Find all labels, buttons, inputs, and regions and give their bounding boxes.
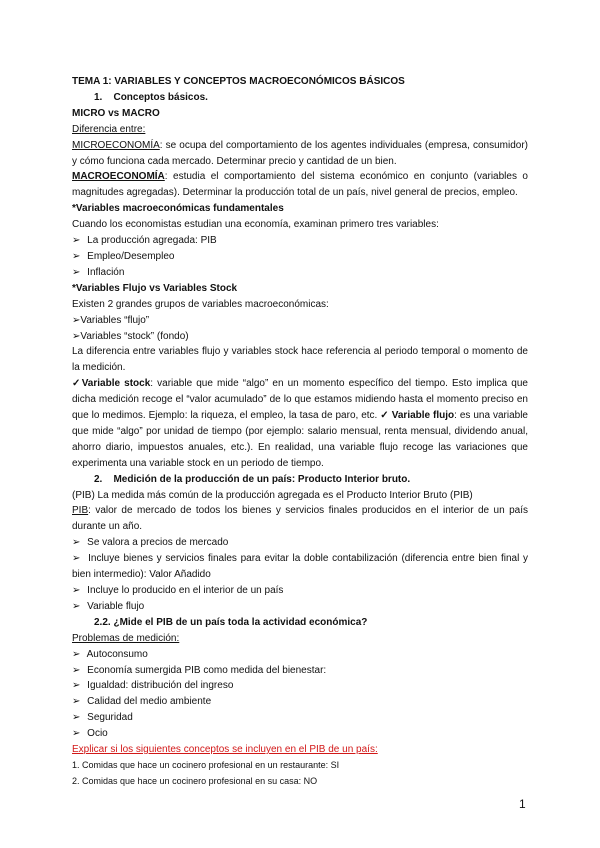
- list-item: [72, 583, 528, 599]
- list-item: [72, 249, 528, 265]
- section-2-heading: [72, 472, 528, 488]
- flujo-term: Variable flujo: [391, 410, 455, 422]
- problemas-heading: Problemas de medición:: [72, 632, 180, 644]
- list-item: [72, 678, 528, 694]
- micro-term: MICROECONOMÍA: [72, 139, 160, 151]
- vf-intro: Existen 2 grandes grupos de variables macroeconómicas:: [72, 298, 329, 310]
- arrow-bullet-icon: ➢: [72, 314, 81, 326]
- list-item-text: Variables “stock” (fondo): [80, 330, 189, 342]
- vf-paragraph: La diferencia entre variables flujo y variables stock hace referencia al periodo temporal o momento de la medición.: [72, 346, 528, 374]
- explicar-prompt: Explicar si los siguientes conceptos se incluyen en el PIB de un país:: [72, 744, 378, 756]
- arrow-bullet-icon: ➢: [72, 680, 81, 692]
- section-number: 1.: [94, 91, 103, 103]
- micro-vs-macro: MICRO vs MACRO: [72, 107, 160, 119]
- pib-definition: [72, 503, 528, 535]
- section-1-heading: [72, 90, 528, 106]
- list-item: [72, 726, 528, 742]
- pib-text: : valor de mercado de todos los bienes y servicios finales producidos en el interior de un país durante un año.: [72, 505, 528, 533]
- section-title: Medición de la producción de un país: Producto Interior bruto.: [113, 473, 411, 485]
- list-item-text: Igualdad: distribución del ingreso: [87, 680, 234, 692]
- checkmark-icon: ✓: [380, 410, 389, 422]
- arrow-bullet-icon: ➢: [72, 585, 81, 596]
- section-2-2-heading: 2.2. ¿Mide el PIB de un país toda la actividad económica?: [94, 616, 368, 628]
- vf-title: *Variables Flujo vs Variables Stock: [72, 282, 238, 294]
- arrow-bullet-icon: ➢: [72, 235, 81, 247]
- doc-title: TEMA 1: VARIABLES Y CONCEPTOS MACROECONÓMICOS BÁSICOS: [72, 76, 405, 87]
- list-item: [72, 313, 528, 329]
- vm-intro: Cuando los economistas estudian una economía, examinan primero tres variables:: [72, 219, 439, 231]
- micro-definition: [72, 138, 528, 170]
- list-item: [72, 265, 528, 281]
- list-item: [72, 647, 528, 663]
- arrow-bullet-icon: ➢: [72, 553, 81, 565]
- list-item-text: Se valora a precios de mercado: [87, 537, 229, 549]
- list-item-text: Incluye bienes y servicios finales para evitar la doble contabilización (diferencia entre bien final y bien intermedio): Valor Añadido: [72, 553, 529, 581]
- document-page: [72, 74, 528, 790]
- list-item: [72, 535, 528, 551]
- stock-text: : variable que mide “algo” en un momento específico del tiempo. Esto implica que dicha medición recoge el “valor acumulado” de lo que estamos midiendo hasta el momento preciso en que lo medimos. Ejemplo: la riqueza, el empleo, la tasa de paro, etc.: [72, 378, 528, 422]
- pib-intro: (PIB) La medida más común de la producción agregada es el Producto Interior Bruto (PIB): [72, 489, 473, 501]
- list-item-text: Variables “flujo”: [80, 314, 150, 326]
- list-item: [72, 329, 528, 345]
- arrow-bullet-icon: ➢: [72, 696, 81, 708]
- macro-definition: [72, 169, 528, 201]
- list-item: [72, 233, 528, 249]
- question-1: 1. Comidas que hace un cocinero profesional en un restaurante: SI: [72, 759, 340, 770]
- macro-term: MACROECONOMÍA: [72, 171, 165, 183]
- list-item-text: Ocio: [87, 728, 108, 740]
- question-2: 2. Comidas que hace un cocinero profesional en su casa: NO: [72, 775, 318, 786]
- arrow-bullet-icon: ➢: [72, 648, 81, 660]
- list-item-text: Incluye lo producido en el interior de un país: [87, 585, 284, 596]
- list-item-text: Seguridad: [87, 712, 133, 724]
- arrow-bullet-icon: ➢: [72, 664, 81, 676]
- list-item-text: Economía sumergida PIB como medida del bienestar:: [87, 664, 327, 676]
- section-title: Conceptos básicos.: [113, 91, 208, 103]
- flujo-text: : es una variable que mide “algo” por unidad de tiempo (por ejemplo: salario mensual, renta mensual, dividendo anual, ahorro diario, impuestos anuales, etc.). En realidad, una variable flujo recoge las variaciones que experimenta una variable stock en un periodo de tiempo.: [72, 410, 528, 469]
- list-item: [72, 663, 528, 679]
- pib-term: PIB: [72, 505, 89, 517]
- section-number: 2.: [94, 473, 103, 485]
- arrow-bullet-icon: ➢: [72, 266, 81, 278]
- list-item-text: Empleo/Desempleo: [87, 250, 175, 262]
- arrow-bullet-icon: ➢: [72, 728, 81, 740]
- list-item: [72, 694, 528, 710]
- stock-term: Variable stock: [81, 378, 151, 390]
- stock-flujo-paragraph: [72, 376, 528, 471]
- arrow-bullet-icon: ➢: [72, 712, 81, 724]
- list-item: [72, 551, 528, 583]
- vm-title: *Variables macroeconómicas fundamentales: [72, 203, 284, 215]
- arrow-bullet-icon: ➢: [72, 330, 81, 342]
- macro-text: : estudia el comportamiento del sistema económico en conjunto (variables o magnitudes agregadas). Determinar la producción total de un país, nivel general de precios, empleo.: [72, 171, 528, 199]
- list-item-text: La producción agregada: PIB: [87, 235, 217, 247]
- list-item: [72, 710, 528, 726]
- arrow-bullet-icon: ➢: [72, 537, 81, 549]
- arrow-bullet-icon: ➢: [72, 600, 81, 612]
- list-item-text: Autoconsumo: [86, 648, 148, 660]
- checkmark-icon: ✓: [72, 378, 82, 390]
- list-item: [72, 599, 528, 615]
- list-item-text: Calidad del medio ambiente: [87, 696, 212, 708]
- micro-text: : se ocupa del comportamiento de los agentes individuales (empresa, consumidor) y cómo funciona cada mercado. Determinar precio y cantidad de un bien.: [72, 139, 528, 167]
- list-item-text: Variable flujo: [87, 600, 145, 612]
- page-number: 1: [519, 797, 526, 811]
- list-item-text: Inflación: [87, 266, 125, 278]
- arrow-bullet-icon: ➢: [72, 250, 81, 262]
- diferencia-entre: Diferencia entre:: [72, 123, 146, 135]
